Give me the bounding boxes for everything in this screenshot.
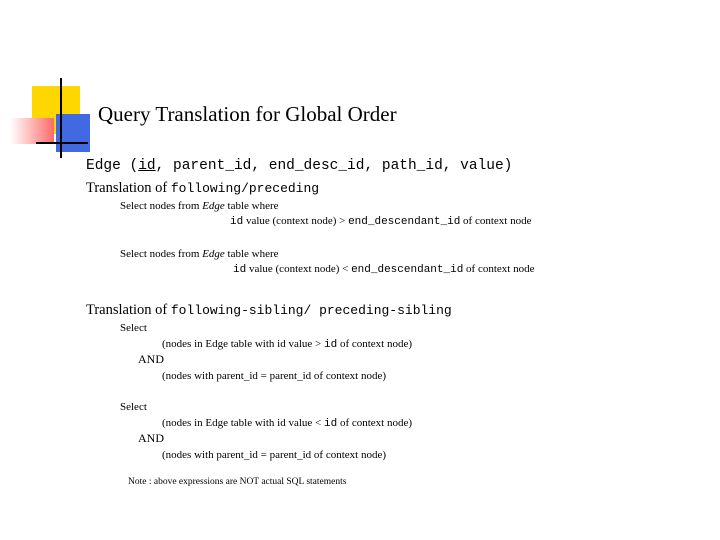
code-end-desc: end_descendant_id [348, 216, 461, 228]
text: (nodes in Edge table with id value < [162, 417, 324, 429]
following-line1 [120, 200, 279, 212]
preceding-line1 [120, 248, 279, 260]
schema-rest: , parent_id, end_desc_id, path_id, value) [155, 158, 513, 174]
sibling-cond-4: (nodes with parent_id = parent_id of context node) [162, 449, 387, 461]
text: Select nodes from [120, 200, 203, 212]
text: of context node [463, 263, 535, 275]
code-id: id [230, 216, 244, 228]
sibling-select-2: Select [120, 401, 147, 413]
code-id: id [324, 418, 338, 430]
code-id: id [324, 339, 338, 351]
schema-prefix: Edge ( [86, 158, 139, 174]
slide-title: Query Translation for Global Order [98, 102, 397, 126]
text: Select nodes from [120, 248, 203, 260]
following-label: Translation of [86, 180, 171, 196]
sibling-and-2: AND [138, 431, 164, 445]
text: value (context node) > [243, 215, 349, 227]
following-heading [86, 180, 319, 197]
following-line2 [230, 215, 531, 228]
deco-horizontal-line [36, 142, 88, 144]
following-code: following/preceding [170, 181, 320, 196]
sibling-label: Translation of [86, 302, 171, 318]
note: Note : above expressions are NOT actual SQL statements [128, 477, 347, 487]
code-end-desc: end_descendant_id [351, 264, 464, 276]
schema-id: id [138, 158, 156, 174]
edge-em: Edge [202, 200, 225, 212]
sibling-and-1: AND [138, 352, 164, 366]
code-id: id [233, 264, 247, 276]
text: value (context node) < [246, 263, 352, 275]
preceding-line2 [233, 263, 534, 276]
sibling-select-1: Select [120, 322, 147, 334]
text: (nodes in Edge table with id value > [162, 338, 324, 350]
sibling-heading [86, 302, 452, 319]
sibling-cond-3 [162, 417, 412, 430]
text: of context node [460, 215, 532, 227]
edge-em: Edge [202, 248, 225, 260]
sibling-code: following-sibling/ preceding-sibling [170, 303, 452, 318]
text: table where [224, 200, 279, 212]
sibling-cond-1 [162, 338, 412, 351]
text: of context node) [337, 338, 413, 350]
deco-red-bar [10, 118, 54, 144]
edge-schema [86, 158, 512, 174]
sibling-cond-2: (nodes with parent_id = parent_id of context node) [162, 370, 387, 382]
text: table where [224, 248, 279, 260]
deco-vertical-line [60, 78, 62, 158]
text: of context node) [337, 417, 413, 429]
